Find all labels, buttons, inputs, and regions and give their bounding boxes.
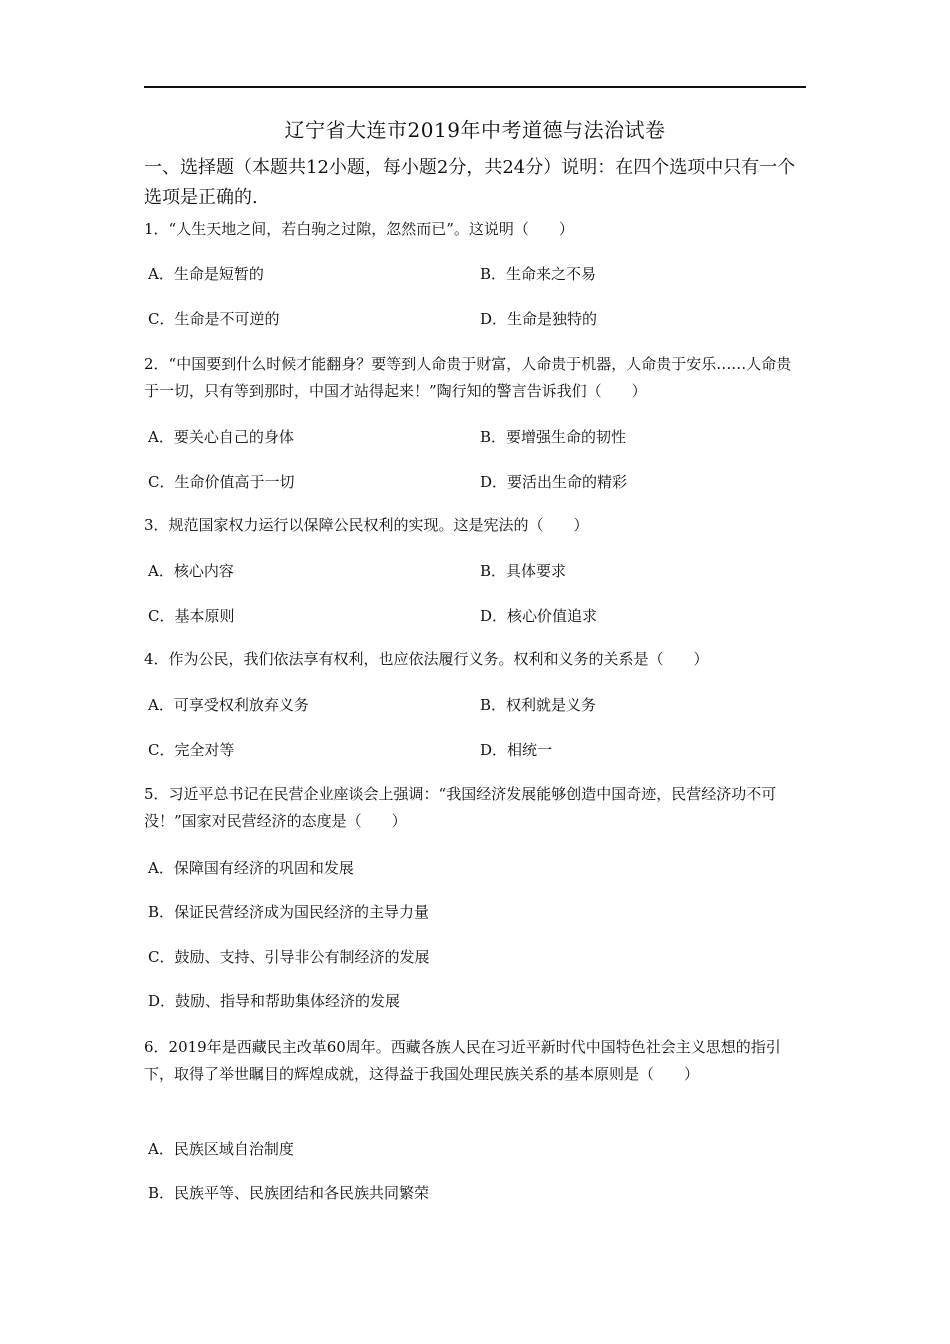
exam-title: 辽宁省大连市2019年中考道德与法治试卷	[284, 118, 666, 142]
option-d: D．相统一	[480, 741, 553, 759]
option-c: C．生命价值高于一切	[148, 473, 295, 491]
option-a: A．民族区域自治制度	[148, 1140, 294, 1158]
option-b: B．生命来之不易	[480, 265, 597, 283]
option-d: D．要活出生命的精彩	[480, 473, 628, 491]
option-a: A．可享受权利放弃义务	[148, 696, 309, 714]
question-stem: 5．习近平总书记在民营企业座谈会上强调：“我国经济发展能够创造中国奇迹，民营经济功不可没！”国家对民营经济的态度是（ ）	[144, 785, 777, 830]
option-b: B．要增强生命的韧性	[480, 428, 627, 446]
question-stem: 6．2019年是西藏民主改革60周年。西藏各族人民在习近平新时代中国特色社会主义思想的指引下，取得了举世瞩目的辉煌成就，这得益于我国处理民族关系的基本原则是（ ）	[144, 1038, 781, 1083]
option-d: D．核心价值追求	[480, 607, 598, 625]
option-a: A．生命是短暂的	[148, 265, 264, 283]
option-a: A．要关心自己的身体	[148, 428, 294, 446]
option-b: B．具体要求	[480, 562, 567, 580]
question-stem: 4．作为公民，我们依法享有权利，也应依法履行义务。权利和义务的关系是（ ）	[144, 650, 709, 668]
option-b: B．权利就是义务	[480, 696, 597, 714]
header-rule	[144, 86, 806, 88]
option-c: C．鼓励、支持、引导非公有制经济的发展	[148, 948, 430, 966]
option-d: D．鼓励、指导和帮助集体经济的发展	[148, 992, 401, 1010]
question-stem: 3．规范国家权力运行以保障公民权利的实现。这是宪法的（ ）	[144, 516, 589, 534]
section-heading: 一、选择题（本题共12小题，每小题2分，共24分）说明：在四个选项中只有一个选项是正确的.	[144, 157, 796, 208]
option-b: B．民族平等、民族团结和各民族共同繁荣	[148, 1184, 430, 1202]
option-d: D．生命是独特的	[480, 310, 598, 328]
option-c: C．生命是不可逆的	[148, 310, 280, 328]
question-stem: 1．“人生天地之间，若白驹之过隙，忽然而已”。这说明（ ）	[144, 220, 574, 238]
option-c: C．基本原则	[148, 607, 235, 625]
option-a: A．核心内容	[148, 562, 234, 580]
option-b: B．保证民营经济成为国民经济的主导力量	[148, 903, 430, 921]
option-a: A．保障国有经济的巩固和发展	[148, 859, 354, 877]
question-stem: 2．“中国要到什么时候才能翻身？要等到人命贵于财富，人命贵于机器，人命贵于安乐……人命贵于一切，只有等到那时，中国才站得起来！”陶行知的警言告诉我们（ ）	[144, 355, 792, 400]
option-c: C．完全对等	[148, 741, 235, 759]
